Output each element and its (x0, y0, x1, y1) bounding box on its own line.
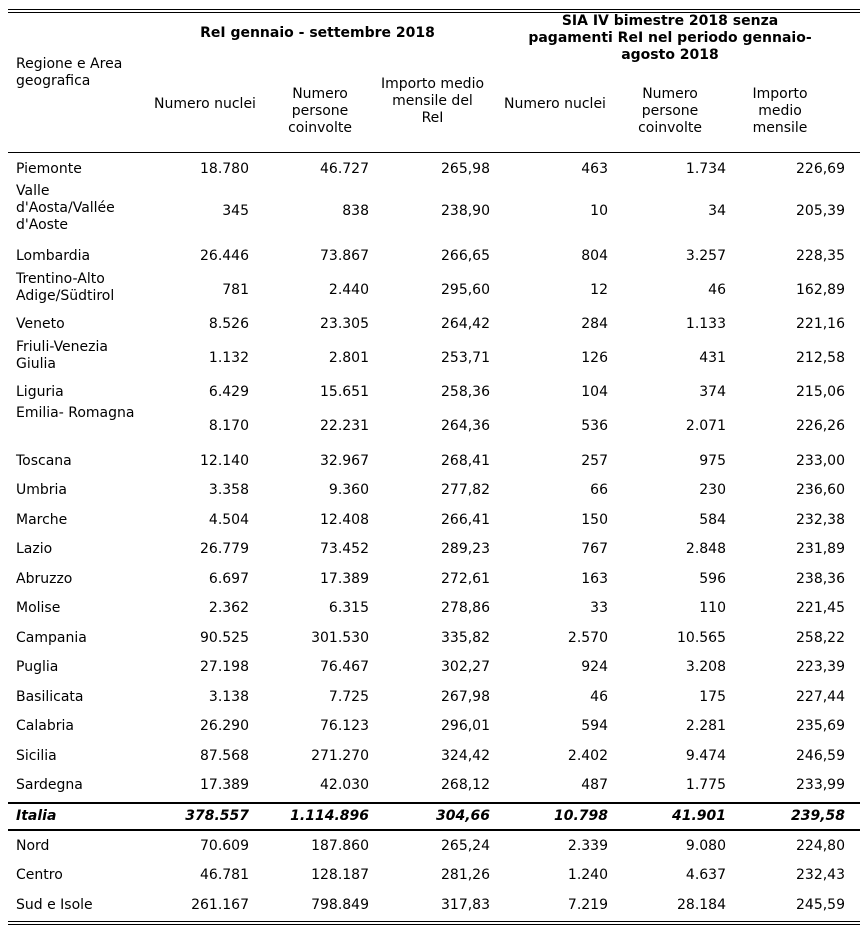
table-cell: 2.339 (567, 838, 608, 854)
table-cell: 289,23 (441, 541, 490, 557)
table-cell: 205,39 (796, 203, 845, 219)
table-cell: 4.504 (208, 512, 249, 528)
row-label: Piemonte (16, 160, 82, 177)
table-cell: 1.240 (567, 867, 608, 883)
table-cell: 46 (708, 282, 726, 298)
table-cell: 2.440 (328, 282, 369, 298)
table-cell: 12 (590, 282, 608, 298)
table-cell: 924 (581, 659, 608, 675)
group-header-sia: SIA IV bimestre 2018 senza pagamenti ReI nel periodo gennaio-agosto 2018 (528, 13, 812, 63)
table-cell: 232,43 (796, 867, 845, 883)
table-cell: 1.133 (685, 316, 726, 332)
table-cell: 104 (581, 384, 608, 400)
table-cell: 10.565 (677, 630, 726, 646)
table-cell: 10 (590, 203, 608, 219)
row-label: Umbria (16, 481, 67, 498)
bottom-rule (8, 921, 860, 922)
table-cell: 26.779 (200, 541, 249, 557)
row-label-area: Centro (16, 866, 63, 883)
table-cell: 17.389 (320, 571, 369, 587)
table-cell: 277,82 (441, 482, 490, 498)
table-cell: 1.114.896 (290, 808, 369, 824)
table-cell: 8.170 (208, 418, 249, 434)
table-cell: 7.725 (328, 689, 369, 705)
table-cell: 431 (699, 350, 726, 366)
table-cell: 238,36 (796, 571, 845, 587)
table-cell: 304,66 (435, 808, 490, 824)
table-cell: 28.184 (677, 897, 726, 913)
col-header-rei-persone: Numero persone coinvolte (288, 86, 352, 136)
table-cell: 295,60 (441, 282, 490, 298)
table-cell: 8.526 (208, 316, 249, 332)
row-label: Trentino-Alto Adige/Südtirol (16, 271, 115, 304)
table-cell: 271.270 (311, 748, 369, 764)
table-cell: 487 (581, 777, 608, 793)
row-label: Sicilia (16, 747, 57, 764)
row-label: Emilia- Romagna (16, 405, 135, 421)
row-label-total: Italia (16, 807, 57, 824)
table-cell: 34 (708, 203, 726, 219)
row-label-area: Nord (16, 837, 50, 854)
table-cell: 233,99 (796, 777, 845, 793)
col-header-sia-importo: Importo medio mensile (752, 86, 808, 136)
table-cell: 3.138 (208, 689, 249, 705)
table-cell: 245,59 (796, 897, 845, 913)
row-label-area: Sud e Isole (16, 896, 93, 913)
table-cell: 767 (581, 541, 608, 557)
table-cell: 163 (581, 571, 608, 587)
table-cell: 2.071 (685, 418, 726, 434)
table-cell: 4.637 (685, 867, 726, 883)
table-cell: 17.389 (200, 777, 249, 793)
table-cell: 46.727 (320, 161, 369, 177)
table-cell: 223,39 (796, 659, 845, 675)
row-label: Marche (16, 511, 68, 528)
table-cell: 3.257 (685, 248, 726, 264)
table-cell: 22.231 (320, 418, 369, 434)
row-label: Puglia (16, 658, 59, 675)
table-cell: 239,58 (790, 808, 845, 824)
row-label: Molise (16, 599, 61, 616)
table-cell: 266,41 (441, 512, 490, 528)
table-cell: 46 (590, 689, 608, 705)
table-cell: 224,80 (796, 838, 845, 854)
table-cell: 301.530 (311, 630, 369, 646)
row-label: Valle d'Aosta/Vallée d'Aoste (16, 183, 115, 233)
table-cell: 317,83 (441, 897, 490, 913)
table-cell: 584 (699, 512, 726, 528)
table-cell: 265,24 (441, 838, 490, 854)
row-label: Sardegna (16, 776, 83, 793)
table-cell: 126 (581, 350, 608, 366)
table-cell: 236,60 (796, 482, 845, 498)
table-cell: 12.140 (200, 453, 249, 469)
table-cell: 798.849 (311, 897, 369, 913)
table-cell: 230 (699, 482, 726, 498)
table-cell: 70.609 (200, 838, 249, 854)
table-cell: 27.198 (200, 659, 249, 675)
table-cell: 781 (222, 282, 249, 298)
table-cell: 975 (699, 453, 726, 469)
row-label: Veneto (16, 315, 65, 332)
table-cell: 345 (222, 203, 249, 219)
row-label: Toscana (16, 452, 72, 469)
table-cell: 2.801 (328, 350, 369, 366)
table-cell: 264,42 (441, 316, 490, 332)
table-cell: 374 (699, 384, 726, 400)
top-rule (8, 9, 860, 10)
table-cell: 26.290 (200, 718, 249, 734)
table-cell: 162,89 (796, 282, 845, 298)
table-cell: 2.362 (208, 600, 249, 616)
table-cell: 231,89 (796, 541, 845, 557)
table-cell: 284 (581, 316, 608, 332)
table-cell: 804 (581, 248, 608, 264)
table-cell: 87.568 (200, 748, 249, 764)
table-cell: 212,58 (796, 350, 845, 366)
table-cell: 1.132 (208, 350, 249, 366)
table-cell: 324,42 (441, 748, 490, 764)
table-cell: 128.187 (311, 867, 369, 883)
row-label: Basilicata (16, 688, 84, 705)
table-cell: 3.208 (685, 659, 726, 675)
table-cell: 215,06 (796, 384, 845, 400)
table-cell: 463 (581, 161, 608, 177)
table-cell: 10.798 (553, 808, 608, 824)
table-cell: 226,69 (796, 161, 845, 177)
table-cell: 90.525 (200, 630, 249, 646)
table-cell: 150 (581, 512, 608, 528)
table-cell: 228,35 (796, 248, 845, 264)
table-cell: 246,59 (796, 748, 845, 764)
bottom-rule-2 (8, 924, 860, 925)
table-cell: 18.780 (200, 161, 249, 177)
table-cell: 267,98 (441, 689, 490, 705)
table-cell: 265,98 (441, 161, 490, 177)
table-cell: 536 (581, 418, 608, 434)
table-cell: 266,65 (441, 248, 490, 264)
header-rule (8, 152, 860, 153)
table-cell: 1.775 (685, 777, 726, 793)
table-cell: 253,71 (441, 350, 490, 366)
row-label: Campania (16, 629, 87, 646)
table-cell: 235,69 (796, 718, 845, 734)
table-cell: 281,26 (441, 867, 490, 883)
total-top-rule (8, 802, 860, 804)
table-cell: 73.452 (320, 541, 369, 557)
table-cell: 227,44 (796, 689, 845, 705)
table-cell: 258,22 (796, 630, 845, 646)
row-label: Lombardia (16, 247, 91, 264)
table-cell: 32.967 (320, 453, 369, 469)
table-cell: 1.734 (685, 161, 726, 177)
table-cell: 838 (342, 203, 369, 219)
table-cell: 23.305 (320, 316, 369, 332)
row-label: Abruzzo (16, 570, 73, 587)
table-cell: 15.651 (320, 384, 369, 400)
table-cell: 272,61 (441, 571, 490, 587)
table-cell: 76.467 (320, 659, 369, 675)
table-cell: 26.446 (200, 248, 249, 264)
total-bottom-rule (8, 829, 860, 831)
table-cell: 221,16 (796, 316, 845, 332)
table-cell: 378.557 (185, 808, 249, 824)
table-cell: 6.697 (208, 571, 249, 587)
table-cell: 261.167 (191, 897, 249, 913)
table-cell: 46.781 (200, 867, 249, 883)
table-cell: 42.030 (320, 777, 369, 793)
table-cell: 187.860 (311, 838, 369, 854)
table-cell: 296,01 (441, 718, 490, 734)
table-cell: 6.429 (208, 384, 249, 400)
table-cell: 258,36 (441, 384, 490, 400)
table-cell: 3.358 (208, 482, 249, 498)
table-cell: 233,00 (796, 453, 845, 469)
row-label: Lazio (16, 540, 53, 557)
table-cell: 2.402 (567, 748, 608, 764)
table-cell: 232,38 (796, 512, 845, 528)
table-cell: 2.848 (685, 541, 726, 557)
table-cell: 238,90 (441, 203, 490, 219)
table-cell: 278,86 (441, 600, 490, 616)
table-cell: 596 (699, 571, 726, 587)
table-cell: 41.901 (671, 808, 726, 824)
table-cell: 268,12 (441, 777, 490, 793)
table-cell: 268,41 (441, 453, 490, 469)
row-label: Calabria (16, 717, 74, 734)
table-cell: 594 (581, 718, 608, 734)
table-cell: 335,82 (441, 630, 490, 646)
table-cell: 76.123 (320, 718, 369, 734)
table-cell: 2.570 (567, 630, 608, 646)
table-cell: 12.408 (320, 512, 369, 528)
table-cell: 110 (699, 600, 726, 616)
table-cell: 73.867 (320, 248, 369, 264)
row-label: Friuli-Venezia Giulia (16, 339, 108, 372)
table-cell: 9.360 (328, 482, 369, 498)
col-header-rei-importo: Importo medio mensile del ReI (380, 76, 485, 126)
col-header-sia-persone: Numero persone coinvolte (638, 86, 702, 136)
table-cell: 264,36 (441, 418, 490, 434)
table-cell: 7.219 (567, 897, 608, 913)
col-header-rei-nuclei: Numero nuclei (154, 96, 256, 112)
table-cell: 226,26 (796, 418, 845, 434)
table-cell: 302,27 (441, 659, 490, 675)
table-cell: 66 (590, 482, 608, 498)
table-cell: 221,45 (796, 600, 845, 616)
region-column-header: Regione e Area geografica (16, 56, 123, 89)
table-cell: 257 (581, 453, 608, 469)
table-cell: 9.474 (685, 748, 726, 764)
col-header-sia-nuclei: Numero nuclei (504, 96, 606, 112)
table-cell: 6.315 (328, 600, 369, 616)
table-cell: 2.281 (685, 718, 726, 734)
group-header-rei: ReI gennaio - settembre 2018 (200, 25, 435, 41)
table-cell: 33 (590, 600, 608, 616)
row-label: Liguria (16, 383, 64, 400)
table-cell: 9.080 (685, 838, 726, 854)
table-cell: 175 (699, 689, 726, 705)
